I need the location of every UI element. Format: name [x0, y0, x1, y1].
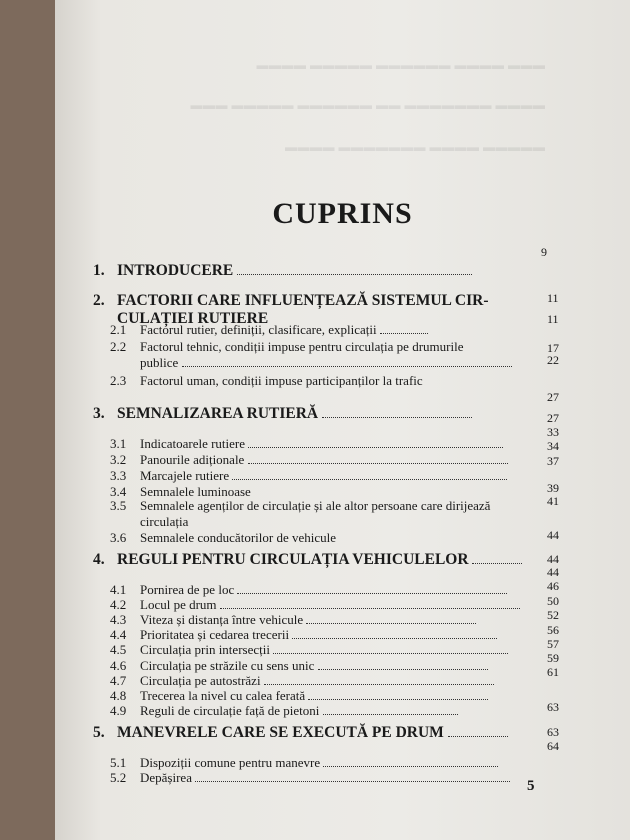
- page-ref: 11: [547, 312, 559, 326]
- toc-section-5-2[interactable]: 5.2 Depășirea: [110, 770, 540, 786]
- dot-leader: [308, 689, 488, 700]
- page-ref: 52: [547, 608, 559, 622]
- bleed-through-text: ▬▬▬▬▬ ▬▬▬▬ ▬▬▬▬▬▬▬ ▬▬▬▬: [284, 140, 545, 154]
- bleed-through-text: ▬▬▬ ▬▬▬▬ ▬▬▬▬▬▬ ▬▬▬▬▬ ▬▬▬▬: [256, 58, 545, 72]
- book-page: [55, 0, 630, 840]
- toc-section-5-1[interactable]: 5.1 Dispoziții comune pentru manevre: [110, 755, 540, 771]
- toc-section-4-1[interactable]: 4.1 Pornirea de pe loc: [110, 582, 540, 598]
- dot-leader: [264, 674, 494, 685]
- dot-leader: [318, 659, 488, 670]
- page-ref: 44: [547, 528, 559, 542]
- page-ref: 57: [547, 637, 559, 651]
- toc-section-4-3[interactable]: 4.3 Viteza și distanța între vehicule: [110, 612, 540, 628]
- page-ref: 9: [541, 245, 547, 259]
- toc-section-2-1[interactable]: 2.1 Factorul rutier, definiții, clasificare, explicații: [110, 322, 540, 338]
- page-ref: 56: [547, 623, 559, 637]
- page-ref: 59: [547, 651, 559, 665]
- toc-chapter-3[interactable]: 3. SEMNALIZAREA RUTIERĂ: [93, 405, 533, 423]
- dot-leader: [237, 264, 472, 275]
- dot-leader: [323, 704, 458, 715]
- toc-section-4-9[interactable]: 4.9 Reguli de circulație față de pietoni: [110, 703, 540, 719]
- toc-chapter-4[interactable]: 4. REGULI PENTRU CIRCULAȚIA VEHICULELOR: [93, 551, 533, 569]
- page-ref: 27: [547, 390, 559, 404]
- toc-section-4-7[interactable]: 4.7 Circulația pe autostrăzi: [110, 673, 540, 689]
- toc-section-3-6[interactable]: 3.6 Semnalele conducătorilor de vehicule: [110, 530, 337, 545]
- dot-leader: [472, 553, 522, 564]
- dot-leader: [195, 771, 510, 782]
- toc-section-3-3[interactable]: 3.3 Marcajele rutiere: [110, 468, 540, 484]
- dot-leader: [220, 598, 520, 609]
- page-ref: 50: [547, 594, 559, 608]
- toc-section-3-4[interactable]: 3.4 Semnalele luminoase: [110, 484, 251, 499]
- dot-leader: [232, 469, 507, 480]
- page-ref: 44: [547, 552, 559, 566]
- page-ref: 34: [547, 439, 559, 453]
- page-ref: 41: [547, 494, 559, 508]
- toc-section-3-2[interactable]: 3.2 Panourile adiționale: [110, 452, 540, 468]
- toc-section-2-3[interactable]: 2.3 Factorul uman, condiții impuse participanților la trafic: [110, 373, 423, 388]
- toc-chapter-1[interactable]: 1. INTRODUCERE: [93, 262, 533, 280]
- toc-chapter-5[interactable]: 5. MANEVRELE CARE SE EXECUTĂ PE DRUM: [93, 724, 533, 742]
- dot-leader: [306, 613, 476, 624]
- dot-leader: [248, 437, 503, 448]
- page-ref: 63: [547, 700, 559, 714]
- dot-leader: [182, 356, 512, 367]
- dot-leader: [273, 643, 508, 654]
- dot-leader: [322, 407, 472, 418]
- bleed-through-text: ▬▬▬▬ ▬▬▬▬▬▬▬ ▬▬ ▬▬▬▬▬▬ ▬▬▬▬▬ ▬▬▬: [190, 98, 545, 112]
- page-ref: 27: [547, 411, 559, 425]
- page-ref: 11: [547, 291, 559, 305]
- toc-section-4-4[interactable]: 4.4 Prioritatea și cedarea trecerii: [110, 627, 540, 643]
- toc-section-4-2[interactable]: 4.2 Locul pe drum: [110, 597, 540, 613]
- page-number: 5: [527, 778, 535, 794]
- toc-section-2-2[interactable]: 2.2 Factorul tehnic, condiții impuse pentru circulația pe drumurile publice: [110, 339, 540, 371]
- toc-title: CUPRINS: [272, 197, 413, 230]
- dot-leader: [380, 323, 428, 334]
- toc-section-4-5[interactable]: 4.5 Circulația prin intersecții: [110, 642, 540, 658]
- page-ref: 33: [547, 425, 559, 439]
- page-ref: 17: [547, 341, 559, 355]
- page-ref: 61: [547, 665, 559, 679]
- toc-section-3-5[interactable]: 3.5 Semnalele agenților de circulație și ale altor persoane care dirijează circulația: [110, 498, 491, 529]
- toc-chapter-2[interactable]: 2. FACTORII CARE INFLUENȚEAZĂ SISTEMUL CIR- CULAȚIEI RUTIERE: [93, 292, 489, 327]
- toc-section-4-6[interactable]: 4.6 Circulația pe străzile cu sens unic: [110, 658, 540, 674]
- dot-leader: [448, 726, 508, 737]
- page-ref: 22: [547, 353, 559, 367]
- toc-section-3-1[interactable]: 3.1 Indicatoarele rutiere: [110, 436, 540, 452]
- dot-leader: [248, 453, 508, 464]
- dot-leader: [323, 756, 498, 767]
- dot-leader: [237, 583, 507, 594]
- page-ref: 44: [547, 565, 559, 579]
- toc-section-4-8[interactable]: 4.8 Trecerea la nivel cu calea ferată: [110, 688, 540, 704]
- page-ref: 39: [547, 481, 559, 495]
- dot-leader: [292, 628, 497, 639]
- page-ref: 64: [547, 739, 559, 753]
- page-ref: 46: [547, 579, 559, 593]
- page-ref: 63: [547, 725, 559, 739]
- page-ref: 37: [547, 454, 559, 468]
